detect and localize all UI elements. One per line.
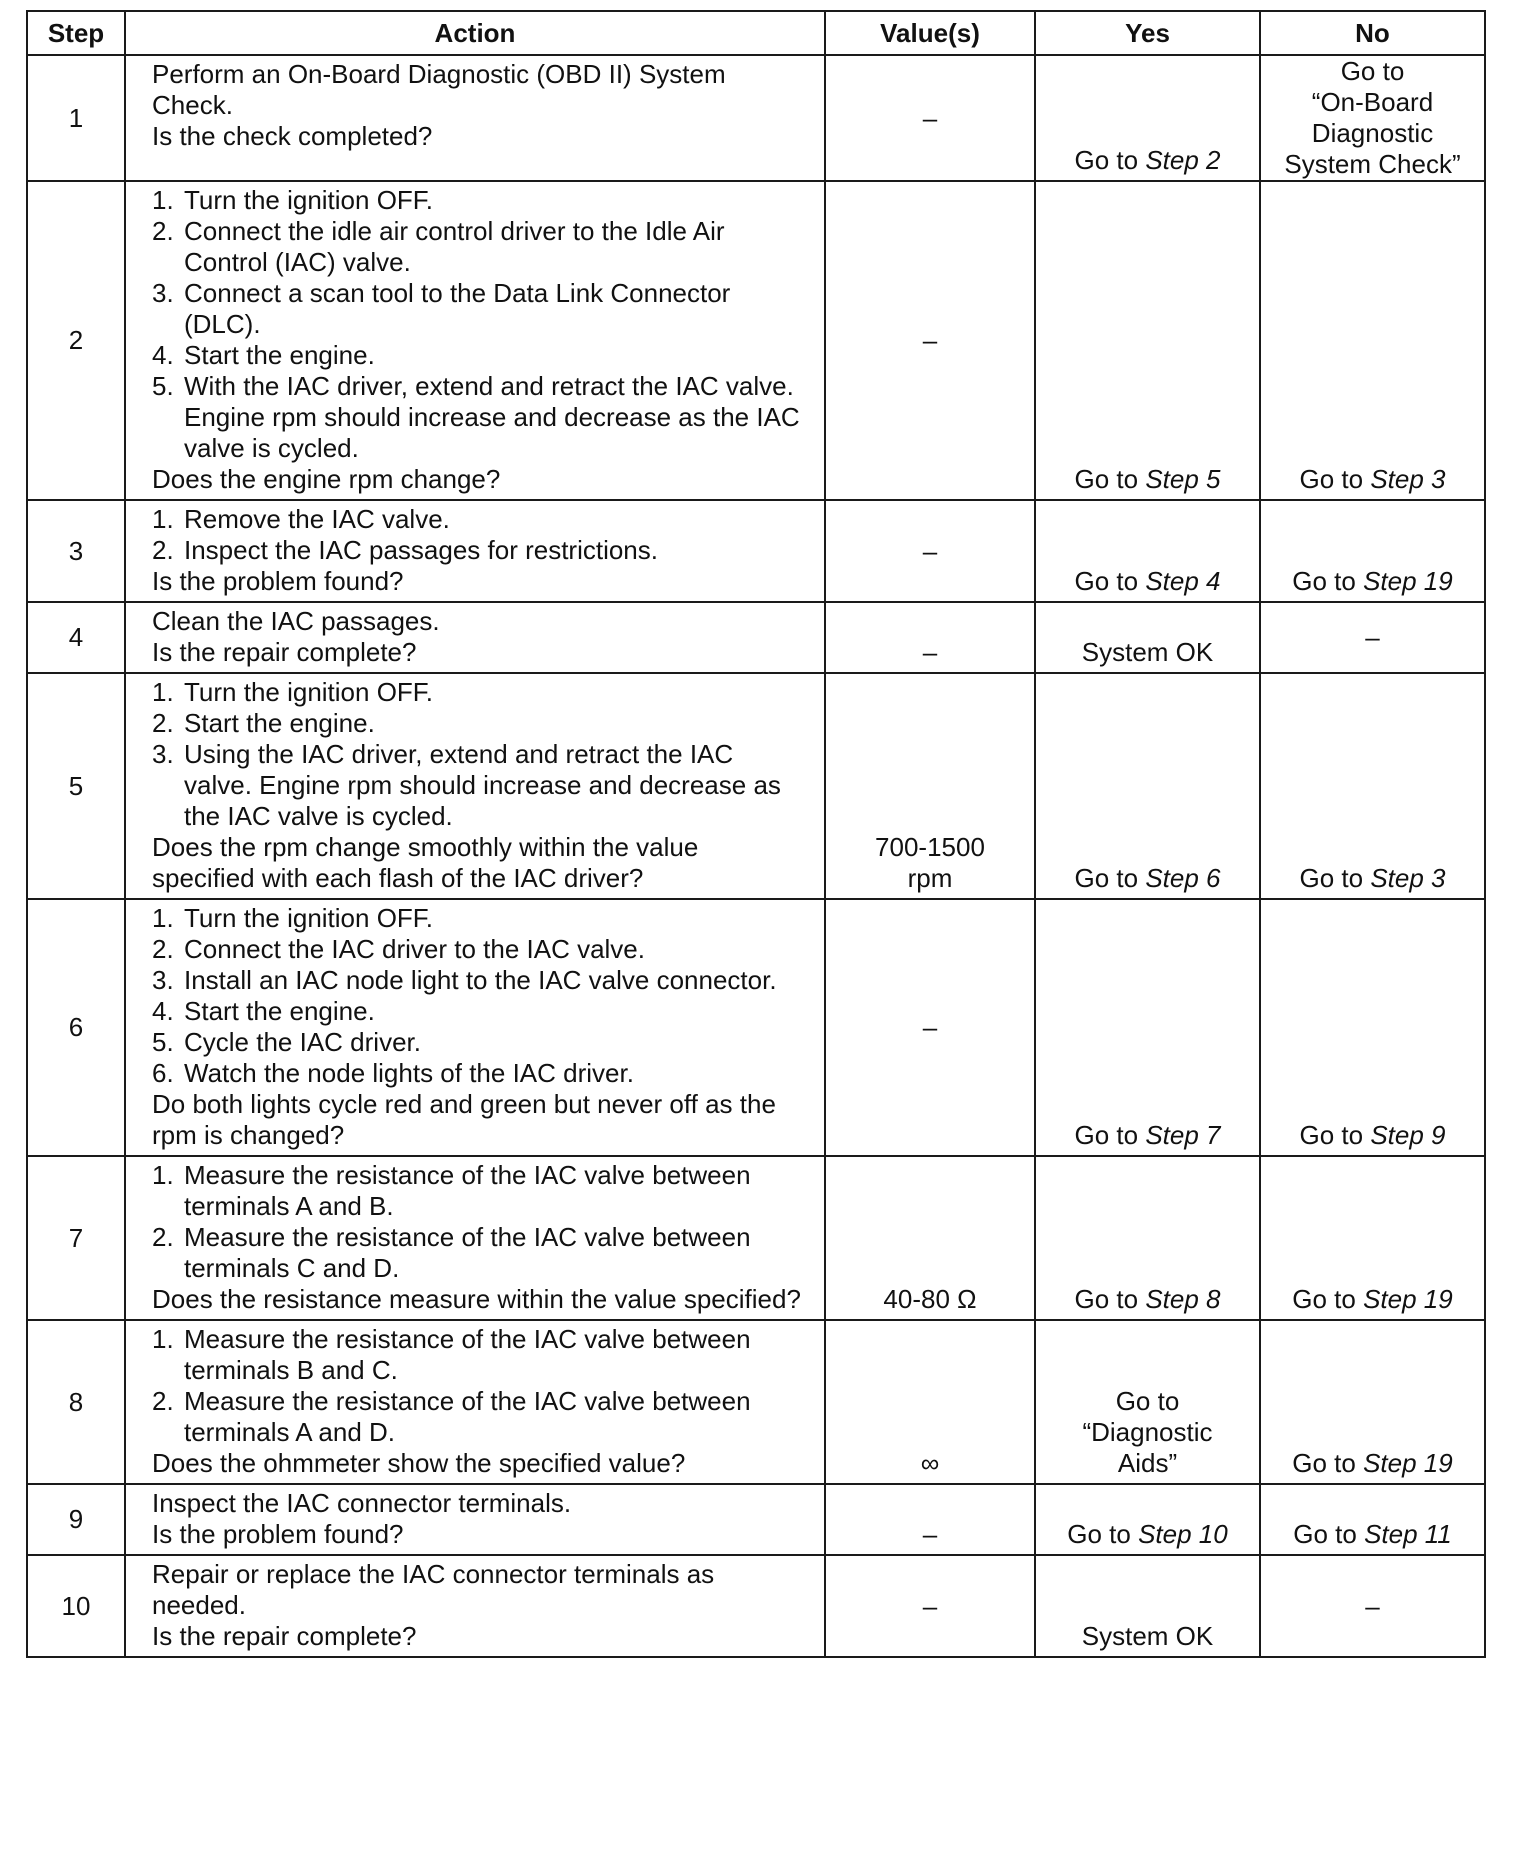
action-question: Do both lights cycle red and green but never off as the rpm is changed?	[152, 1089, 776, 1150]
action-item-text: Using the IAC driver, extend and retract the IAC valve. Engine rpm should increase and decrease as the IAC valve is cycled.	[184, 739, 781, 831]
yes-text: Go to “Diagnostic Aids”	[1082, 1386, 1213, 1478]
value-cell: –	[825, 55, 1035, 181]
action-cell	[125, 500, 825, 602]
no-link	[1292, 1284, 1452, 1314]
no-cell	[1260, 1484, 1485, 1555]
action-item	[152, 903, 808, 934]
yes-prefix: Go to	[1067, 1519, 1139, 1549]
diagnostic-table	[26, 10, 1486, 1658]
yes-link	[1067, 1519, 1227, 1549]
action-item	[152, 340, 808, 371]
table-row	[27, 55, 1485, 181]
action-item	[152, 1058, 808, 1089]
action-item	[152, 371, 808, 464]
action-item-number: 6.	[152, 1058, 174, 1088]
step-number: 5	[27, 673, 125, 899]
action-question: Is the problem found?	[152, 1519, 404, 1549]
action-item-number: 2.	[152, 535, 174, 565]
yes-step-ref: Step 8	[1145, 1284, 1221, 1314]
step-number: 10	[27, 1555, 125, 1657]
action-item-text: Turn the ignition OFF.	[184, 903, 434, 933]
action-item	[152, 278, 808, 340]
action-item-text: Inspect the IAC passages for restrictions.	[184, 535, 658, 565]
action-question: Clean the IAC passages.	[152, 606, 440, 636]
action-cell	[125, 1320, 825, 1484]
action-question: Does the engine rpm change?	[152, 464, 501, 494]
no-cell	[1260, 1555, 1485, 1657]
table-row	[27, 1156, 1485, 1320]
no-link	[1293, 1519, 1452, 1549]
yes-step-ref: Step 2	[1145, 145, 1221, 175]
no-cell	[1260, 899, 1485, 1156]
action-item-number: 1.	[152, 903, 174, 933]
action-question: Perform an On-Board Diagnostic (OBD II) System Check.	[152, 59, 726, 120]
action-question: Is the problem found?	[152, 566, 404, 596]
no-prefix: Go to	[1293, 1519, 1365, 1549]
yes-link	[1075, 863, 1221, 893]
action-item	[152, 216, 808, 278]
action-item-text: Start the engine.	[184, 340, 375, 370]
action-item-number: 2.	[152, 708, 174, 738]
yes-link	[1075, 1284, 1221, 1314]
no-prefix: Go to	[1292, 566, 1364, 596]
yes-cell	[1035, 1320, 1260, 1484]
yes-prefix: Go to	[1074, 464, 1146, 494]
action-item	[152, 504, 808, 535]
action-item-number: 2.	[152, 216, 174, 246]
action-item-text: Measure the resistance of the IAC valve between terminals B and C.	[184, 1324, 751, 1385]
action-cell	[125, 673, 825, 899]
yes-cell	[1035, 500, 1260, 602]
no-text: Go to “On-Board Diagnostic System Check”	[1284, 56, 1461, 179]
step-number: 7	[27, 1156, 125, 1320]
action-item-text: Install an IAC node light to the IAC valve connector.	[184, 965, 777, 995]
yes-link	[1075, 566, 1221, 596]
action-item-number: 4.	[152, 340, 174, 370]
action-question: Does the rpm change smoothly within the value specified with each flash of the IAC driver?	[152, 832, 699, 893]
no-cell	[1260, 602, 1485, 673]
no-prefix: Go to	[1292, 1284, 1364, 1314]
no-step-ref: Step 19	[1363, 566, 1453, 596]
table-row	[27, 1320, 1485, 1484]
no-cell	[1260, 55, 1485, 181]
header-step: Step	[27, 11, 125, 55]
no-prefix: Go to	[1292, 1448, 1364, 1478]
yes-link	[1075, 464, 1221, 494]
action-item-number: 2.	[152, 934, 174, 964]
action-item-text: Remove the IAC valve.	[184, 504, 450, 534]
no-cell	[1260, 1320, 1485, 1484]
action-item-number: 2.	[152, 1222, 174, 1252]
yes-prefix: Go to	[1074, 1120, 1146, 1150]
action-item	[152, 1027, 808, 1058]
value-cell: –	[825, 500, 1035, 602]
value-cell: –	[825, 602, 1035, 673]
no-prefix: Go to	[1299, 1120, 1371, 1150]
table-row	[27, 500, 1485, 602]
no-prefix: Go to	[1299, 863, 1371, 893]
action-item	[152, 535, 808, 566]
action-item-text: Measure the resistance of the IAC valve between terminals C and D.	[184, 1222, 751, 1283]
action-item-number: 2.	[152, 1386, 174, 1416]
action-item-text: Start the engine.	[184, 996, 375, 1026]
step-number: 1	[27, 55, 125, 181]
yes-cell	[1035, 1555, 1260, 1657]
step-number: 2	[27, 181, 125, 500]
no-cell	[1260, 1156, 1485, 1320]
no-step-ref: Step 9	[1370, 1120, 1446, 1150]
yes-cell	[1035, 899, 1260, 1156]
no-text: –	[1365, 622, 1380, 652]
action-item-number: 5.	[152, 1027, 174, 1057]
value-cell: ∞	[825, 1320, 1035, 1484]
yes-prefix: Go to	[1074, 1284, 1146, 1314]
action-cell	[125, 602, 825, 673]
table-row	[27, 673, 1485, 899]
no-step-ref: Step 19	[1363, 1448, 1453, 1478]
action-question: Does the resistance measure within the value specified?	[152, 1284, 801, 1314]
action-item-text: Connect the idle air control driver to the Idle Air Control (IAC) valve.	[184, 216, 725, 277]
no-link	[1300, 1120, 1446, 1150]
value-cell: –	[825, 899, 1035, 1156]
action-item-number: 3.	[152, 965, 174, 995]
no-step-ref: Step 11	[1364, 1519, 1452, 1549]
action-item	[152, 996, 808, 1027]
no-text: –	[1365, 1590, 1380, 1621]
action-item-number: 1.	[152, 185, 174, 215]
action-item-text: Cycle the IAC driver.	[184, 1027, 421, 1057]
action-item	[152, 1386, 808, 1448]
action-question: Is the repair complete?	[152, 1621, 417, 1651]
action-item-number: 1.	[152, 504, 174, 534]
value-cell: –	[825, 1484, 1035, 1555]
header-action: Action	[125, 11, 825, 55]
action-cell	[125, 55, 825, 181]
no-link	[1300, 863, 1446, 893]
action-item-text: Turn the ignition OFF.	[184, 185, 434, 215]
action-item	[152, 1160, 808, 1222]
action-cell	[125, 181, 825, 500]
no-step-ref: Step 19	[1363, 1284, 1453, 1314]
action-item-number: 1.	[152, 1324, 174, 1354]
yes-cell	[1035, 1484, 1260, 1555]
action-item-number: 4.	[152, 996, 174, 1026]
action-item-number: 3.	[152, 278, 174, 308]
no-link	[1292, 566, 1452, 596]
no-cell	[1260, 673, 1485, 899]
table-row	[27, 602, 1485, 673]
action-item-text: Measure the resistance of the IAC valve between terminals A and B.	[184, 1160, 751, 1221]
action-item-text: With the IAC driver, extend and retract the IAC valve. Engine rpm should increase and decrease as the IAC valve is cycled.	[184, 371, 800, 463]
yes-link	[1075, 145, 1221, 175]
action-item	[152, 677, 808, 708]
table-row	[27, 899, 1485, 1156]
no-step-ref: Step 3	[1370, 863, 1446, 893]
action-item	[152, 1324, 808, 1386]
action-item	[152, 739, 808, 832]
yes-cell	[1035, 181, 1260, 500]
action-question: Is the repair complete?	[152, 637, 417, 667]
action-question: Repair or replace the IAC connector terminals as needed.	[152, 1559, 715, 1620]
action-item-text: Measure the resistance of the IAC valve between terminals A and D.	[184, 1386, 751, 1447]
action-question: Does the ohmmeter show the specified value?	[152, 1448, 686, 1478]
value-cell: –	[825, 1555, 1035, 1657]
no-link	[1300, 464, 1446, 494]
action-item-text: Connect a scan tool to the Data Link Connector (DLC).	[184, 278, 731, 339]
header-row	[27, 11, 1485, 55]
yes-cell	[1035, 673, 1260, 899]
value-cell: 40-80 Ω	[825, 1156, 1035, 1320]
yes-prefix: Go to	[1074, 863, 1146, 893]
action-item	[152, 934, 808, 965]
action-item	[152, 965, 808, 996]
action-cell	[125, 1156, 825, 1320]
action-item	[152, 185, 808, 216]
action-item-number: 3.	[152, 739, 174, 769]
value-cell: 700-1500 rpm	[825, 673, 1035, 899]
action-item-text: Connect the IAC driver to the IAC valve.	[184, 934, 645, 964]
yes-prefix: Go to	[1074, 145, 1146, 175]
yes-cell	[1035, 1156, 1260, 1320]
yes-text: System OK	[1081, 637, 1214, 667]
action-item-number: 1.	[152, 1160, 174, 1190]
yes-step-ref: Step 6	[1145, 863, 1221, 893]
header-yes: Yes	[1035, 11, 1260, 55]
action-cell	[125, 899, 825, 1156]
action-question: Is the check completed?	[152, 121, 433, 151]
table-row	[27, 1555, 1485, 1657]
no-cell	[1260, 500, 1485, 602]
action-question: Inspect the IAC connector terminals.	[152, 1488, 572, 1518]
yes-prefix: Go to	[1074, 566, 1146, 596]
yes-text: System OK	[1081, 1621, 1214, 1651]
action-item-number: 1.	[152, 677, 174, 707]
table-row	[27, 1484, 1485, 1555]
table-row	[27, 181, 1485, 500]
no-cell	[1260, 181, 1485, 500]
action-cell	[125, 1484, 825, 1555]
step-number: 8	[27, 1320, 125, 1484]
value-cell: –	[825, 181, 1035, 500]
action-item-text: Start the engine.	[184, 708, 375, 738]
no-prefix: Go to	[1299, 464, 1371, 494]
step-number: 3	[27, 500, 125, 602]
step-number: 4	[27, 602, 125, 673]
step-number: 9	[27, 1484, 125, 1555]
yes-step-ref: Step 7	[1145, 1120, 1221, 1150]
action-item	[152, 1222, 808, 1284]
header-no: No	[1260, 11, 1485, 55]
yes-step-ref: Step 5	[1145, 464, 1221, 494]
no-step-ref: Step 3	[1370, 464, 1446, 494]
yes-link	[1075, 1120, 1221, 1150]
action-item	[152, 708, 808, 739]
yes-step-ref: Step 4	[1145, 566, 1221, 596]
action-cell	[125, 1555, 825, 1657]
yes-cell	[1035, 55, 1260, 181]
yes-cell	[1035, 602, 1260, 673]
no-link	[1292, 1448, 1452, 1478]
header-values: Value(s)	[825, 11, 1035, 55]
yes-step-ref: Step 10	[1138, 1519, 1228, 1549]
action-item-number: 5.	[152, 371, 174, 401]
action-item-text: Turn the ignition OFF.	[184, 677, 434, 707]
action-item-text: Watch the node lights of the IAC driver.	[184, 1058, 634, 1088]
step-number: 6	[27, 899, 125, 1156]
